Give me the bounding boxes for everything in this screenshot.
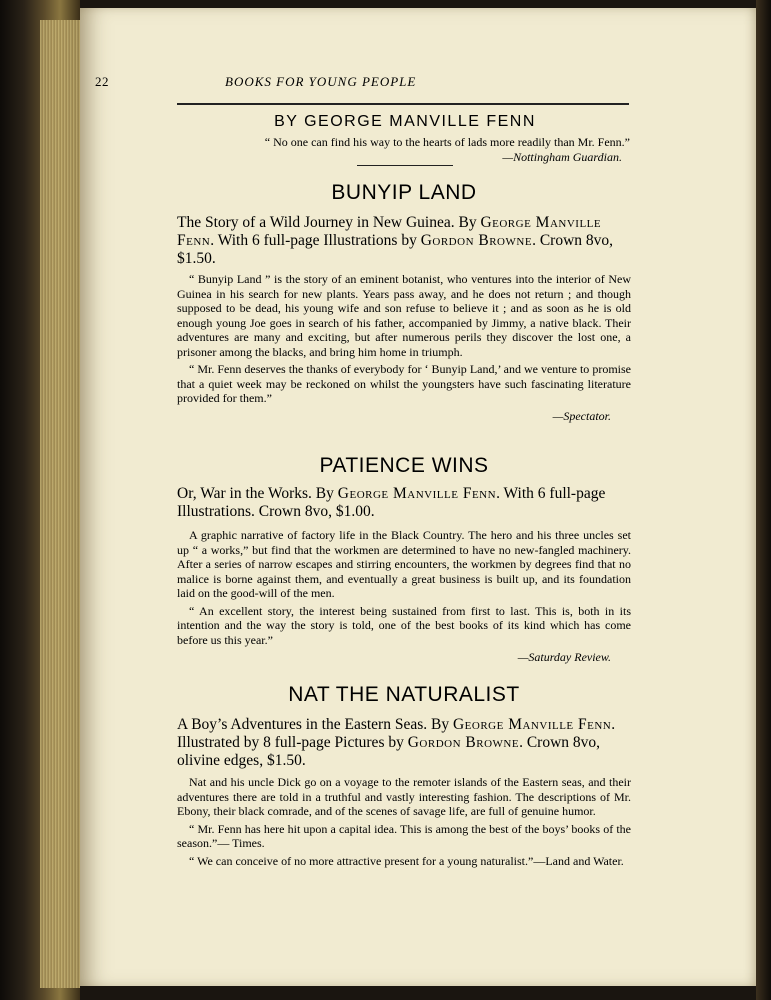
book-body-nat-the-naturalist — [177, 775, 631, 871]
desc-text: A Boy’s Adventures in the Eastern Seas. By — [177, 716, 453, 733]
book-right-edge — [756, 0, 771, 1000]
book-title-nat-the-naturalist: NAT THE NATURALIST — [288, 683, 520, 706]
review-paragraph: “ We can conceive of no more attractive present for a young naturalist.”—Land and Water. — [189, 853, 624, 868]
epigraph-quote: “ No one can find his way to the hearts of lads more readily than Mr. Fenn.” — [264, 135, 630, 149]
author-heading: BY GEORGE MANVILLE FENN — [274, 113, 536, 130]
section-rule — [357, 165, 453, 166]
desc-text: . With 6 full-page Illustrations by — [210, 232, 421, 249]
book-title-patience-wins: PATIENCE WINS — [319, 454, 489, 477]
epigraph-source: —Nottingham Guardian. — [502, 150, 622, 164]
review-source: —Saturday Review. — [517, 650, 611, 664]
page-number: 22 — [95, 74, 109, 89]
book-title-bunyip-land: BUNYIP LAND — [331, 181, 477, 204]
illustrator-name: Gordon Browne — [407, 734, 520, 751]
summary-paragraph: Nat and his uncle Dick go on a voyage to the remoter islands of the Eastern seas, and their adventures there are told in a truthful and vastly interesting fashion. The descriptions of Mr. Ebony, their black comrade, and of the scenes of savage life, are full of genuine humor. — [177, 775, 631, 818]
author-name: George Manville Fenn — [337, 485, 497, 502]
book-description-nat-the-naturalist — [177, 716, 631, 770]
book-description-patience-wins — [177, 485, 631, 521]
review-paragraph: “ Mr. Fenn deserves the thanks of everybody for ‘ Bunyip Land,’ and we venture to promise that a quiet week may be reckoned on whilst the youngsters have such fascinating literature provided for them.” — [177, 362, 631, 405]
summary-paragraph: A graphic narrative of factory life in the Black Country. The hero and his three uncles set up “ a works,” but find that the workmen are determined to have no new-fangled machinery. After a series of narrow escapes and stirring encounters, the workmen by degrees find that no malice is borne against them, and eventually a great business is built up, and its foundation laid on the good-will of the men. — [177, 528, 631, 600]
desc-text: . Illustrated by 8 full-page Pictures by — [177, 716, 616, 751]
book-body-bunyip-land — [177, 272, 631, 426]
author-name: George Manville Fenn — [452, 716, 612, 733]
summary-paragraph: “ Bunyip Land ” is the story of an eminent botanist, who ventures into the interior of New Guinea in his search for new plants. Years pass away, and he does not return ; and though supposed to be dead, his young wife and son refuse to believe it ; and as soon as he is old enough young Joe goes in search of his father, accompanied by Jimmy, a native black. Their adventures are many and exciting, but after numerous perils they discover the lost one, a prisoner among the blacks, and bring him home in triumph. — [177, 272, 631, 359]
desc-text: The Story of a Wild Journey in New Guinea. By — [177, 214, 481, 231]
page-edges — [40, 20, 80, 988]
desc-text: . With 6 full-page Illustrations. Crown 8vo, $1.00. — [177, 485, 606, 520]
desc-text: . Crown 8vo, $1.50. — [177, 232, 614, 267]
desc-text: Or, War in the Works. By — [177, 485, 338, 502]
review-source: —Spectator. — [552, 408, 611, 423]
book-description-bunyip-land — [177, 214, 631, 268]
review-paragraph: “ Mr. Fenn has here hit upon a capital idea. This is among the best of the boys’ books of the season.”— Times. — [177, 821, 631, 850]
header-rule — [177, 103, 629, 105]
desc-text: . Crown 8vo, olivine edges, $1.50. — [177, 734, 601, 769]
epigraph — [190, 135, 630, 165]
review-paragraph: “ An excellent story, the interest being sustained from first to last. This is, both in its intention and the way the story is told, one of the best books of its kind which has come before us this year.” — [177, 603, 631, 647]
author-name: George Manville Fenn — [177, 214, 602, 249]
running-title: BOOKS FOR YOUNG PEOPLE — [225, 74, 417, 89]
illustrator-name: Gordon Browne — [420, 232, 533, 249]
book-body-patience-wins — [177, 528, 631, 668]
